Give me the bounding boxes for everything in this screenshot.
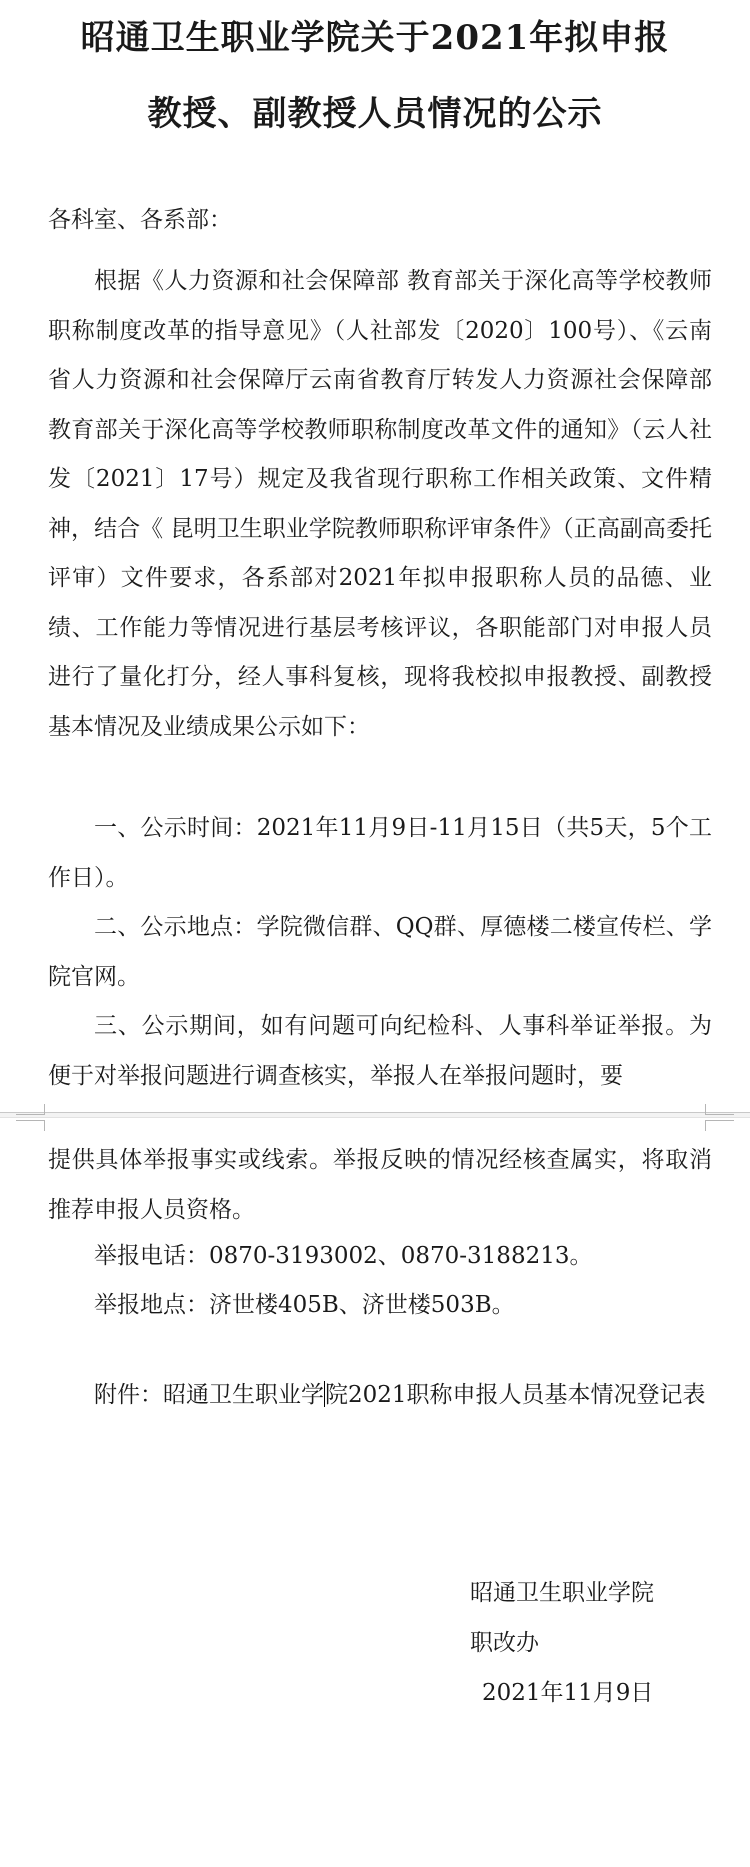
attachment-text-start: 附件：昭通卫生职业学 <box>94 1382 324 1408</box>
page-corner-mark <box>705 1104 734 1115</box>
paragraph-announcement-location: 二、公示地点：学院微信群、QQ群、厚德楼二楼宣传栏、学院官网。 <box>48 914 712 990</box>
signature-date: 2021年11月9日 <box>482 1680 654 1706</box>
salutation: 各科室、各系部： <box>48 207 232 233</box>
page-corner-mark <box>16 1120 45 1131</box>
attachment-text-end: 院2021职称申报人员基本情况登记表 <box>325 1382 706 1408</box>
page-corner-mark <box>705 1120 734 1131</box>
paragraph-announcement-time: 一、公示时间：2021年11月9日-11月15日（共5天，5个工作日）。 <box>48 815 712 891</box>
report-address: 举报地点：济世楼405B、济世楼503B。 <box>94 1292 515 1318</box>
signature-organization: 昭通卫生职业学院 <box>470 1580 654 1606</box>
paragraph-basis: 根据《人力资源和社会保障部 教育部关于深化高等学校教师职称制度改革的指导意见》（人社部发〔2020〕100号）、《云南省人力资源和社会保障厅云南省教育厅转发人力资源社会保障部 教育部关于深化高等学校教师职称制度改革文件的通知》（云人社发〔2021〕17号）规定及我省现行职称工作相关政策、文件精神，结合《 昆明卫生职业学院教师职称评审条件》（正高副高委托评审）文件要求，各系部对2021年拟申报职称人员的品德、业绩、工作能力等情况进行基层考核评议，各职能部门对申报人员进行了量化打分，经人事科复核，现将我校拟申报教授、副教授基本情况及业绩成果公示如下： <box>48 268 712 740</box>
signature-office: 职改办 <box>470 1630 539 1656</box>
paragraph-report-instructions-continued: 提供具体举报事实或线索。举报反映的情况经核查属实，将取消推荐申报人员资格。 <box>48 1147 712 1223</box>
document-title-line-1: 昭通卫生职业学院关于2021年拟申报 <box>80 18 670 58</box>
attachment-note[interactable] <box>48 1371 712 1421</box>
page-break <box>0 1112 750 1118</box>
page-corner-mark <box>16 1104 45 1115</box>
report-phone: 举报电话：0870-3193002、0870-3188213。 <box>94 1243 593 1269</box>
paragraph-report-instructions: 三、公示期间，如有问题可向纪检科、人事科举证举报。为便于对举报问题进行调查核实，举报人在举报问题时，要 <box>48 1013 712 1089</box>
document-title-line-2: 教授、副教授人员情况的公示 <box>147 94 603 134</box>
